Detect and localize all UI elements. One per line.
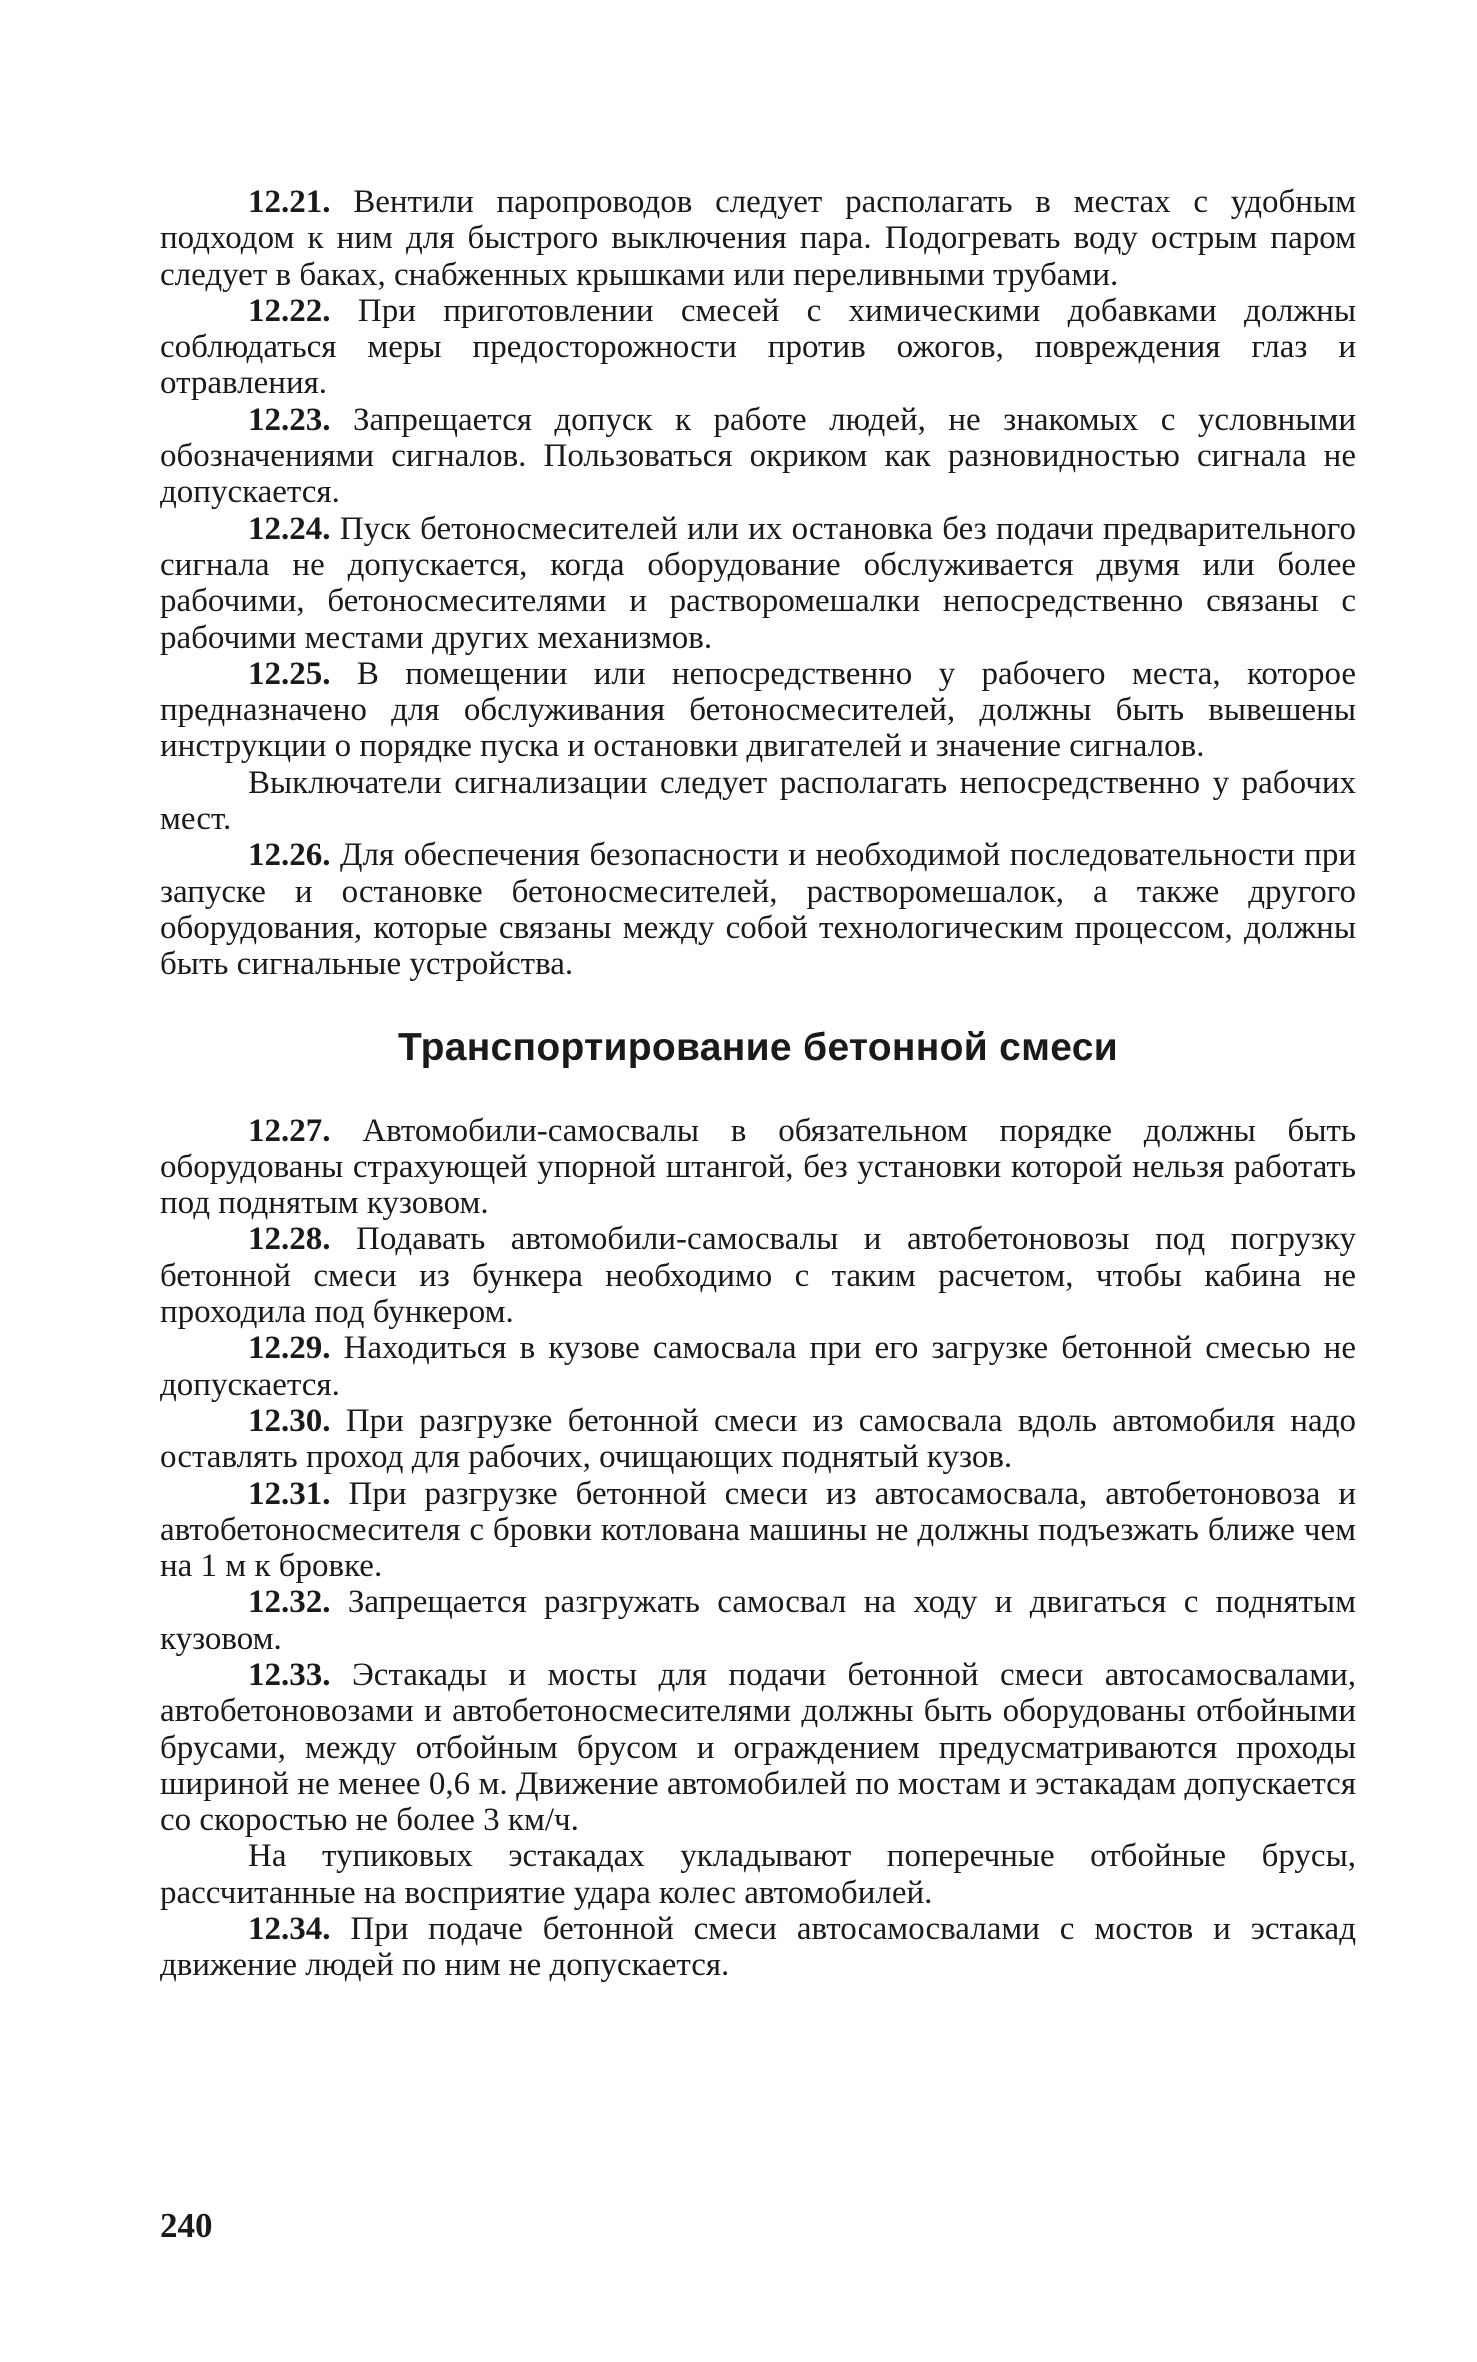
clause-number: 12.23. <box>248 401 331 438</box>
paragraph-text: При подаче бетонной смеси автосамосвалами с мостов и эстакад движение людей по ним не допускается. <box>160 1911 1356 1984</box>
clause-number: 12.25. <box>248 655 331 692</box>
clause-number: 12.30. <box>248 1402 331 1439</box>
paragraph <box>160 293 1356 402</box>
paragraph-text: Вентили паропроводов следует располагать в местах с удобным подходом к ним для быстрого выключения пара. Подогревать воду острым паром следует в баках, снабженных крышками или переливными трубами. <box>160 184 1356 293</box>
paragraph-text: При разгрузке бетонной смеси из самосвала вдоль автомобиля надо оставлять проход для рабочих, очищающих поднятый кузов. <box>160 1402 1356 1476</box>
paragraph <box>160 184 1356 293</box>
paragraph-text: При разгрузке бетонной смеси из автосамосвала, автобетоновоза и автобетоносмесителя с бровки котлована машины не должны подъезжать ближе чем на 1 м к бровке. <box>160 1475 1356 1585</box>
paragraph <box>160 1657 1356 1838</box>
paragraph <box>160 1476 1356 1585</box>
paragraph <box>160 1838 1356 1911</box>
clause-number: 12.26. <box>248 837 331 874</box>
paragraph-text: Эстакады и мосты для подачи бетонной смеси автосамосвалами, автобетоновозами и автобетоносмесителями должны быть оборудованы отбойными брусами, между отбойным брусом и ограждением предусматриваются проходы шириной не менее 0,6 м. Движение автомобилей по мостам и эстакадам допускается со скоростью не более 3 км/ч. <box>160 1656 1356 1839</box>
clause-number: 12.31. <box>248 1475 331 1512</box>
paragraph <box>160 837 1356 982</box>
clause-number: 12.29. <box>248 1330 331 1367</box>
section-paragraphs-1 <box>160 184 1356 983</box>
paragraph <box>160 1113 1356 1222</box>
paragraph-text: Запрещается разгружать самосвал на ходу и двигаться с поднятым кузовом. <box>160 1584 1356 1657</box>
page-number: 240 <box>160 2206 213 2245</box>
paragraph-text: Для обеспечения безопасности и необходимой последовательности при запуске и остановке бетоносмесителей, растворомешалок, а также другого оборудования, которые связаны между собой технологическим процессом, должны быть сигнальные устройства. <box>160 837 1356 983</box>
paragraph <box>160 1584 1356 1657</box>
paragraph-text: Подавать автомобили-самосвалы и автобетоновозы под погрузку бетонной смеси из бункера необходимо с таким расчетом, чтобы кабина не проходила под бункером. <box>160 1221 1356 1331</box>
clause-number: 12.27. <box>248 1112 331 1149</box>
paragraph <box>160 402 1356 511</box>
paragraph <box>160 1330 1356 1403</box>
clause-number: 12.33. <box>248 1656 331 1693</box>
paragraph-text: При приготовлении смесей с химическими добавками должны соблюдаться меры предосторожности против ожогов, повреждения глаз и отравления. <box>160 292 1356 402</box>
paragraph-text: Запрещается допуск к работе людей, не знакомых с условными обозначениями сигналов. Пользоваться окриком как разновидностью сигнала не допускается. <box>160 401 1356 511</box>
paragraph-text: На тупиковых эстакадах укладывают поперечные отбойные брусы, рассчитанные на восприятие удара колес автомобилей. <box>160 1838 1356 1911</box>
paragraph-text: Пуск бетоносмесителей или их остановка без подачи предварительного сигнала не допускается, когда оборудование обслуживается двумя или более рабочими, бетоносмесителями и растворомешалки непосредственно связаны с рабочими местами других механизмов. <box>160 510 1356 656</box>
paragraph <box>160 1221 1356 1330</box>
paragraph <box>160 1403 1356 1476</box>
paragraph <box>160 765 1356 838</box>
section-heading: Транспортирование бетонной смеси <box>397 1025 1119 1069</box>
clause-number: 12.28. <box>248 1221 331 1258</box>
paragraph <box>160 511 1356 656</box>
paragraph <box>160 1911 1356 1984</box>
clause-number: 12.34. <box>248 1911 331 1948</box>
clause-number: 12.24. <box>248 510 331 547</box>
paragraph-text: Выключатели сигнализации следует располагать непосредственно у рабочих мест. <box>160 764 1356 838</box>
clause-number: 12.22. <box>248 292 331 329</box>
paragraph-text: Находиться в кузове самосвала при его загрузке бетонной смесью не допускается. <box>160 1330 1356 1403</box>
section-paragraphs-2 <box>160 1113 1356 1984</box>
clause-number: 12.21. <box>248 184 331 220</box>
paragraph-text: В помещении или непосредственно у рабочего места, которое предназначено для обслуживания бетоносмесителей, должны быть вывешены инструкции о порядке пуска и остановки двигателей и значение сигналов. <box>160 655 1356 765</box>
paragraph-text: Автомобили-самосвалы в обязательном порядке должны быть оборудованы страхующей упорной штангой, без установки которой нельзя работать под поднятым кузовом. <box>160 1112 1356 1222</box>
paragraph <box>160 656 1356 765</box>
clause-number: 12.32. <box>248 1584 331 1621</box>
page-body <box>160 184 1356 1984</box>
